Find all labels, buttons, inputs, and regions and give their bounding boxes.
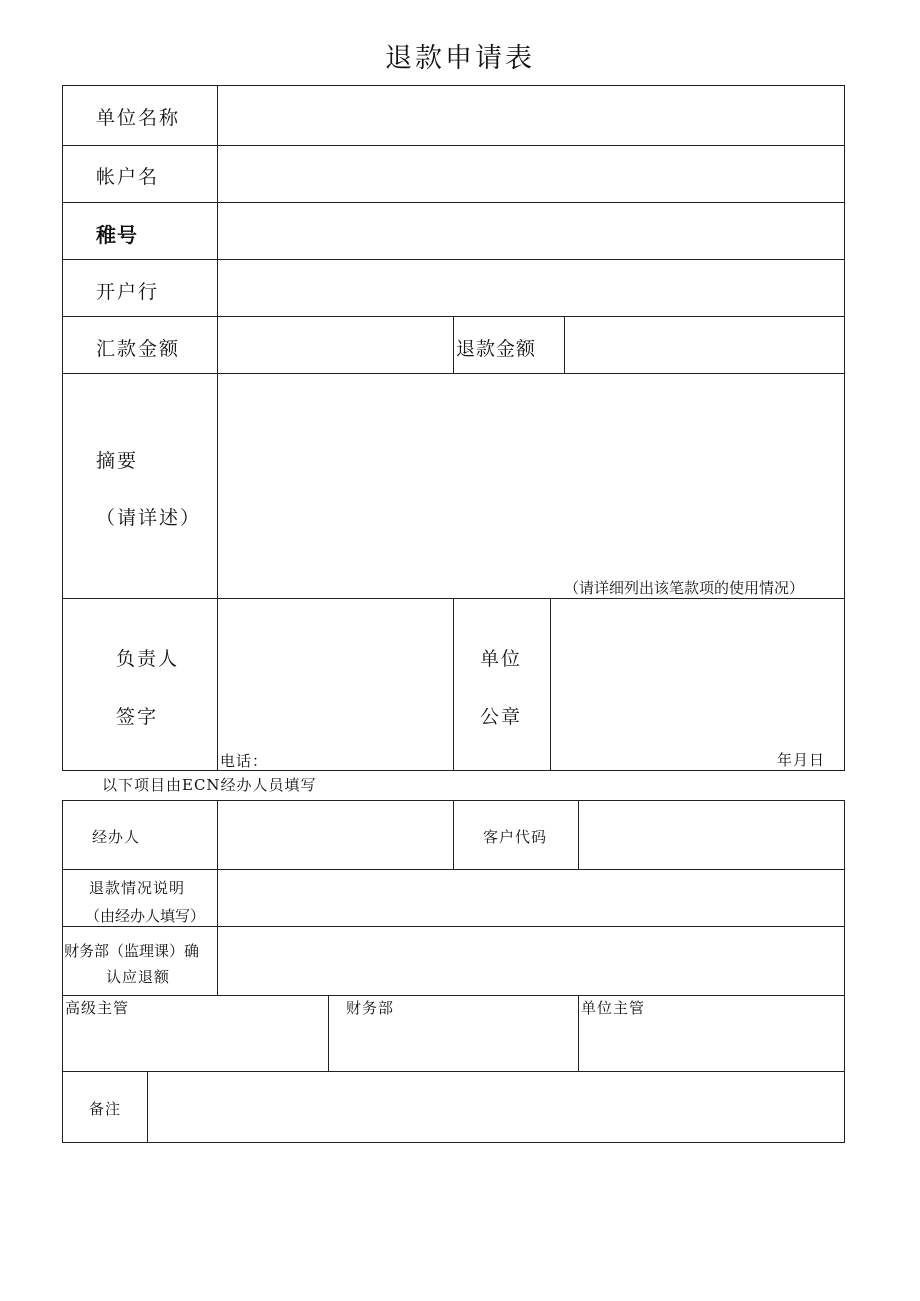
customer-code-label: 客户代码 bbox=[483, 828, 548, 846]
finance-confirm-label-2: 认应退额 bbox=[106, 968, 171, 986]
customer-code-field[interactable] bbox=[579, 801, 844, 869]
signature-label: 签字 bbox=[116, 706, 159, 728]
account-number-field[interactable] bbox=[218, 203, 844, 259]
remarks-label: 备注 bbox=[89, 1100, 122, 1118]
finance-dept-field[interactable] bbox=[329, 996, 578, 1071]
account-number-label: 稚号 bbox=[96, 223, 138, 247]
phone-label: 电话： bbox=[220, 752, 269, 770]
summary-field[interactable] bbox=[218, 374, 844, 598]
unit-name-label: 单位名称 bbox=[96, 107, 181, 129]
bank-label: 开户行 bbox=[96, 281, 160, 303]
unit-name-field[interactable] bbox=[218, 86, 844, 145]
remarks-field[interactable] bbox=[148, 1072, 844, 1142]
usage-note: （请详细列出该笔款项的使用情况） bbox=[564, 579, 805, 597]
finance-confirm-label-1: 财务部（监理课）确 bbox=[64, 942, 200, 960]
unit-label: 单位 bbox=[480, 648, 523, 670]
finance-dept-label: 财务部 bbox=[346, 999, 395, 1017]
senior-manager-label: 高级主管 bbox=[65, 999, 130, 1017]
unit-manager-label: 单位主管 bbox=[581, 999, 646, 1017]
refund-amount-label: 退款金额 bbox=[456, 338, 537, 360]
unit-manager-field[interactable] bbox=[579, 996, 844, 1071]
ecn-note: 以下项目由ECN经办人员填写 bbox=[102, 776, 317, 794]
seal-field[interactable] bbox=[551, 599, 844, 770]
refund-desc-field[interactable] bbox=[218, 870, 844, 926]
finance-confirm-field[interactable] bbox=[218, 927, 844, 995]
page-title: 退款申请表 bbox=[385, 43, 535, 74]
refund-desc-label-2: （由经办人填写） bbox=[85, 907, 206, 925]
seal-label: 公章 bbox=[480, 706, 523, 728]
handler-field[interactable] bbox=[218, 801, 453, 869]
senior-manager-field[interactable] bbox=[63, 996, 328, 1071]
responsible-label: 负责人 bbox=[116, 648, 180, 670]
account-name-field[interactable] bbox=[218, 146, 844, 202]
refund-desc-label-1: 退款情况说明 bbox=[89, 879, 186, 897]
signature-field[interactable] bbox=[218, 599, 453, 770]
bank-field[interactable] bbox=[218, 260, 844, 316]
account-name-label: 帐户名 bbox=[96, 166, 160, 188]
remit-amount-label: 汇款金额 bbox=[96, 338, 181, 360]
remit-amount-field[interactable] bbox=[218, 317, 453, 373]
summary-hint: （请详述） bbox=[96, 507, 202, 529]
date-label: 年月日 bbox=[777, 751, 826, 769]
summary-label: 摘要 bbox=[96, 450, 139, 472]
handler-label: 经办人 bbox=[92, 828, 141, 846]
refund-amount-field[interactable] bbox=[565, 317, 844, 373]
